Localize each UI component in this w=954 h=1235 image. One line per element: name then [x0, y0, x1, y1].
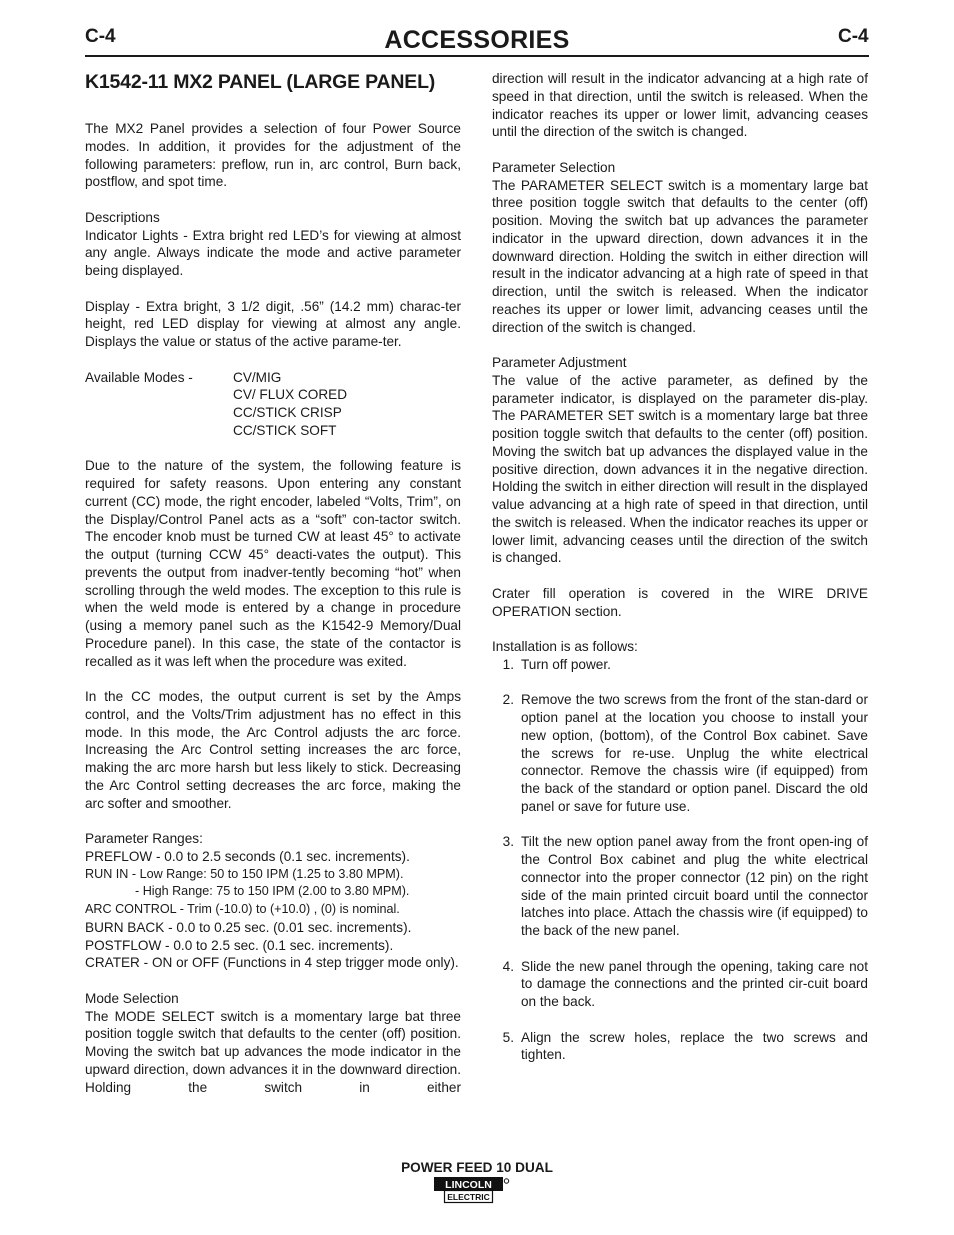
- modes-list: [233, 369, 347, 440]
- left-column: [85, 70, 461, 1096]
- range-crater: CRATER - ON or OFF (Functions in 4 step trigger mode only).: [85, 955, 459, 971]
- step-text: Slide the new panel through the opening, taking care not to damage the connections and the printed cir-cuit board on the back.: [521, 958, 868, 1009]
- parameter-ranges-label: Parameter Ranges:: [85, 831, 203, 846]
- parameter-selection-label: Parameter Selection: [492, 159, 616, 175]
- mode-item: CC/STICK CRISP: [233, 405, 342, 420]
- mode-selection-label: Mode Selection: [85, 990, 179, 1006]
- available-modes: [85, 369, 461, 440]
- intro-paragraph: The MX2 Panel provides a selection of four Power Source modes. In addition, it provides for the adjustment of the following parameters: preflow, run in, arc control, Burn back, postflow, and spot time.: [85, 121, 461, 190]
- footer-product-name: POWER FEED 10 DUAL: [401, 1160, 553, 1175]
- page-title: ACCESSORIES: [384, 26, 570, 54]
- parameter-adjustment-paragraph: The value of the active parameter, as defined by the parameter indicator, is displayed on the parameter dis-play. The PARAMETER SET switch is a momentary large bat three position toggle switch that defaults to the center (off) position. Moving the switch bat up advances the displayed value in the positive direction, down advances it in the negative direction. Holding the switch in either direction will result in the displayed value advancing at a high rate of speed in that direction, until the switch is released. When the indicator reaches its upper or lower limit, advancing ceases until the direction of the switch is changed.: [492, 372, 868, 566]
- title-rule: [85, 55, 869, 57]
- step-text: Align the screw holes, replace the two screws and tighten.: [521, 1029, 868, 1063]
- descriptions-label: Descriptions: [85, 209, 160, 225]
- list-item: [492, 656, 868, 674]
- indicator-lights-paragraph: Indicator Lights - Extra bright red LED’s for viewing at almost any angle. Always indicate the mode and active parameter being displayed.: [85, 227, 461, 278]
- crater-fill-paragraph: Crater fill operation is covered in the WIRE DRIVE OPERATION section.: [492, 585, 868, 619]
- installation-label: Installation is as follows:: [492, 639, 638, 654]
- right-column: [492, 70, 868, 1064]
- list-item: [492, 1029, 868, 1065]
- step-text: Turn off power.: [521, 656, 611, 672]
- safety-paragraph: Due to the nature of the system, the following feature is required for safety reasons. Upon entering any constant current (CC) mode, the right encoder, labeled “Volts, Trim”, on the Display/Control Panel acts as a “soft” con-tactor switch. The encoder knob must be turned CW at least 45° to activate the output (turning CCW 45° deacti-vates the output). This prevents the output from inadver-tently becoming “hot” when scrolling through the weld modes. The exception to this rule is when the weld mode is entered by a change in procedure (using a memory panel such as the K1542-9 Memory/Dual Procedure panel). In this case, the state of the contactor is recalled as it was left when the procedure was exited.: [85, 458, 461, 669]
- page-number-right: C-4: [838, 26, 869, 47]
- step-number: 3.: [502, 834, 514, 850]
- logo-top-text: LINCOLN: [445, 1179, 492, 1191]
- lincoln-electric-logo: [434, 1177, 510, 1205]
- parameter-adjustment-label: Parameter Adjustment: [492, 355, 627, 370]
- range-postflow: POSTFLOW - 0.0 to 2.5 sec. (0.1 sec. increments).: [85, 937, 394, 953]
- mode-selection-continued: direction will result in the indicator advancing at a high rate of speed in that direction, until the switch is released. When the indicator reaches its upper or lower limit, advancing ceases until the direction of the switch is changed.: [492, 71, 868, 140]
- range-run-in-high: - High Range: 75 to 150 IPM (2.00 to 3.80 MPM).: [135, 884, 410, 899]
- installation-steps: [492, 656, 868, 1064]
- range-run-in-low: RUN IN - Low Range: 50 to 150 IPM (1.25 to 3.80 MPM).: [85, 866, 404, 881]
- list-item: [492, 958, 868, 1011]
- step-number: 4.: [502, 958, 514, 974]
- modes-label: Available Modes -: [85, 369, 193, 385]
- step-text: Remove the two screws from the front of the stan-dard or option panel at the location you choose to install your new option, (bottom), of the Control Box cabinet. Save the screws for re-use. Unplug the white electrical connector. Remove the chassis wire (if equipped) from the back of the standard or option panel. Discard the old panel or save for future use.: [521, 692, 868, 814]
- range-preflow: PREFLOW - 0.0 to 2.5 seconds (0.1 sec. increments).: [85, 848, 410, 864]
- step-text: Tilt the new option panel away from the front open-ing of the Control Box cabinet and plug the white electrical connector into the proper connector (12 pin) on the right side of the main printed circuit board until the connector latches into place. Attach the chassis wire (if equipped) to the back of the new panel.: [521, 834, 868, 938]
- mode-item: CV/MIG: [233, 369, 282, 385]
- mode-item: CV/ FLUX CORED: [233, 387, 348, 403]
- list-item: [492, 833, 868, 940]
- step-number: 5.: [502, 1029, 514, 1045]
- parameter-selection-paragraph: The PARAMETER SELECT switch is a momentary large bat three position toggle switch that defaults to the center (off) position. Moving the switch bat up advances the parameter indicator in the upward direction, down advances it in the downward direction. Holding the switch in either direction will result in the indicator advancing at a high rate of speed in that direction, until the switch is released. When the indicator reaches its upper or lower limit, advancing ceases until the direction of the switch is changed.: [492, 177, 868, 335]
- list-item: [492, 691, 868, 815]
- cc-modes-paragraph: In the CC modes, the output current is set by the Amps control, and the Volts/Trim adjustment has no effect in this mode. In this mode, the Arc Control adjusts the arc force. Increasing the Arc Control setting increases the arc force, making the arc more harsh but less likely to stick. Decreasing the Arc Control setting decreases the arc force, making the arc softer and smoother.: [85, 689, 461, 811]
- mode-selection-paragraph: The MODE SELECT switch is a momentary large bat three position toggle switch that defaults to the center (off) position. Moving the switch bat up advances the mode indicator in the upward direction, down advances it in the downward direction. Holding the switch in either: [85, 1008, 461, 1095]
- section-heading: K1542-11 MX2 PANEL (LARGE PANEL): [85, 71, 436, 93]
- step-number: 2.: [502, 692, 514, 708]
- mode-item: CC/STICK SOFT: [233, 422, 337, 438]
- page-number-left: C-4: [85, 26, 116, 47]
- display-paragraph: Display - Extra bright, 3 1/2 digit, .56” (14.2 mm) charac-ter height, red LED display for viewing at almost any angle. Displays the value or status of the active parame-ter.: [85, 298, 461, 349]
- range-arc-control: ARC CONTROL - Trim (-10.0) to (+10.0) , (0) is nominal.: [85, 902, 400, 916]
- range-burn-back: BURN BACK - 0.0 to 0.25 sec. (0.01 sec. increments).: [85, 919, 412, 935]
- logo-bottom-text: ELECTRIC: [447, 1192, 490, 1202]
- step-number: 1.: [502, 656, 514, 672]
